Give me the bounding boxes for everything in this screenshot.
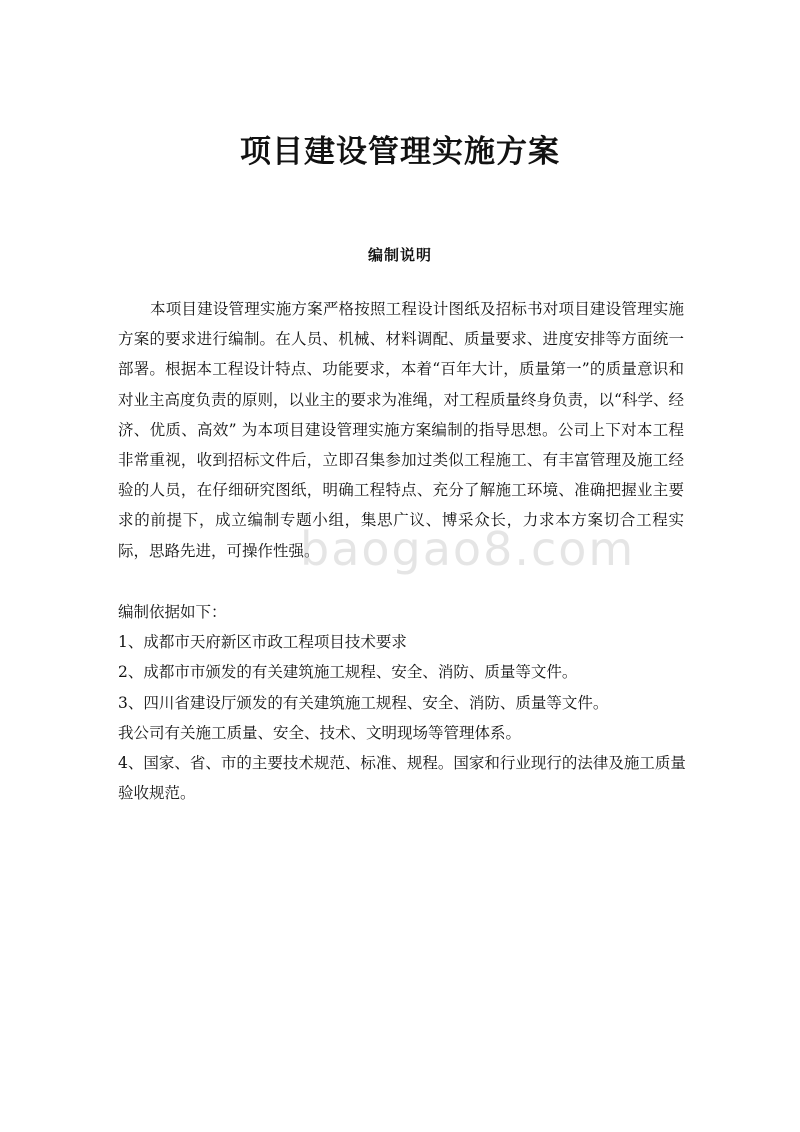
intro-paragraph: 本项目建设管理实施方案严格按照工程设计图纸及招标书对项目建设管理实施方案的要求进行编制。在人员、机械、材料调配、质量要求、进度安排等方面统一部署。根据本工程设计特点、功能要求，本着“百年大计，质量第一”的质量意识和对业主高度负责的原则，以业主的要求为准绳，对工程质量终身负责，以“科学、经济、优质、高效” 为本项目建设管理实施方案编制的指导思想。公司上下对本工程非常重视，收到招标文件后，立即召集参加过类似工程施工、有丰富管理及施工经验的人员，在仔细研究图纸，明确工程特点、充分了解施工环境、准确把握业主要求的前提下，成立编制专题小组，集思广议、博采众长，力求本方案切合工程实际，思路先进，可操作性强。 bbox=[118, 300, 684, 560]
basis-item: 4、国家、省、市的主要技术规范、标准、规程。国家和行业现行的法律及施工质量验收规范。 bbox=[118, 754, 686, 803]
basis-heading: 编制依据如下： bbox=[118, 603, 227, 621]
basis-item: 3、四川省建设厅颁发的有关建筑施工规程、安全、消防、质量等文件。 bbox=[118, 693, 609, 712]
basis-item: 1、成都市天府新区市政工程项目技术要求 bbox=[118, 633, 407, 652]
basis-item: 我公司有关施工质量、安全、技术、文明现场等管理体系。 bbox=[118, 723, 522, 742]
basis-item: 2、成都市市颁发的有关建筑施工规程、安全、消防、质量等文件。 bbox=[118, 663, 578, 682]
section-heading: 编制说明 bbox=[367, 246, 432, 264]
document-title: 项目建设管理实施方案 bbox=[240, 134, 560, 170]
basis-list bbox=[118, 597, 698, 808]
watermark: baogao8.com bbox=[300, 522, 636, 576]
